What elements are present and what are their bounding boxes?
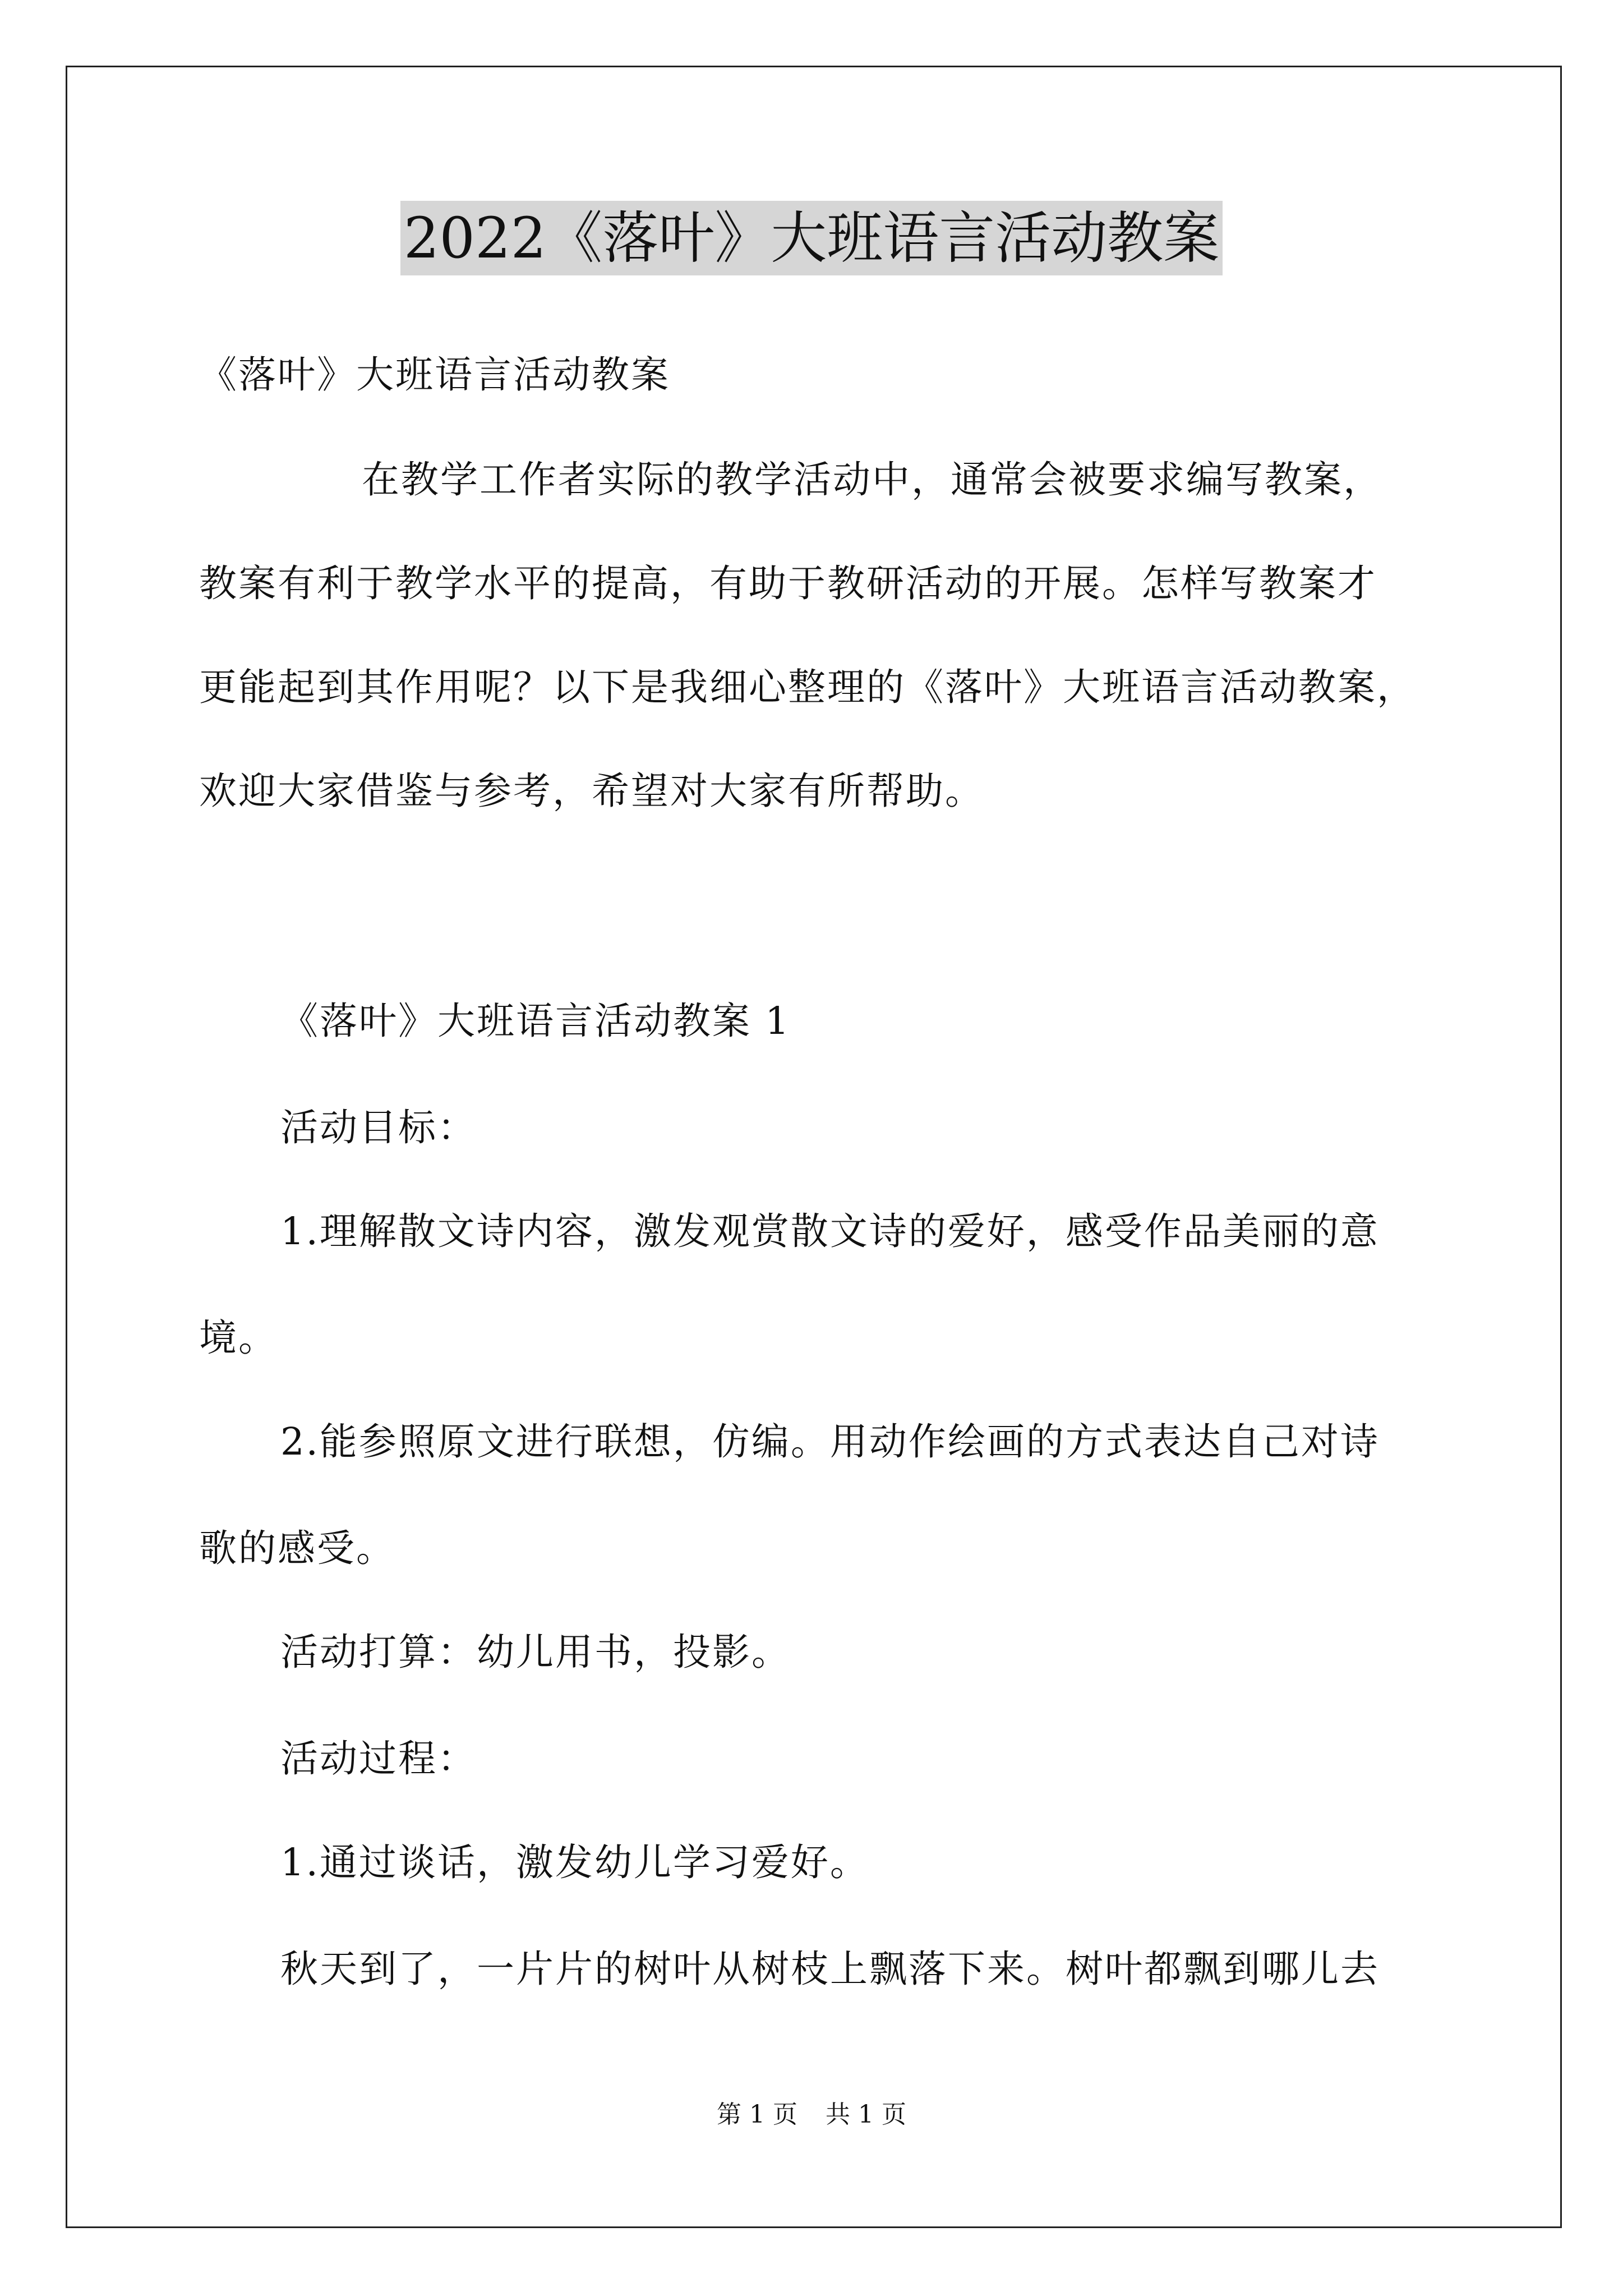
doc-subtitle: 《落叶》大班语言活动教案 [199, 353, 670, 397]
process-heading: 活动过程： [280, 1737, 477, 1780]
document-title [0, 199, 1623, 278]
goals-heading: 活动目标： [280, 1106, 477, 1149]
page-number: 第 1 页 [717, 2100, 797, 2129]
goal-1-line-1: 1.理解散文诗内容，激发观赏散文诗的爱好，感受作品美丽的意 [280, 1209, 1380, 1253]
title-text: 2022《落叶》大班语言活动教案 [400, 201, 1223, 275]
goal-2-line-1: 2.能参照原文进行联想，仿编。用动作绘画的方式表达自己对诗 [280, 1420, 1380, 1464]
page-footer [0, 2098, 1623, 2132]
intro-line-3: 更能起到其作用呢？以下是我细心整理的《落叶》大班语言活动教案， [199, 665, 1416, 709]
process-text-line: 秋天到了，一片片的树叶从树枝上飘落下来。树叶都飘到哪儿去 [280, 1947, 1380, 1991]
intro-line-4: 欢迎大家借鉴与参考，希望对大家有所帮助。 [199, 769, 984, 813]
goal-1-line-2: 境。 [199, 1316, 278, 1360]
intro-line-2: 教案有利于教学水平的提高，有助于教研活动的开展。怎样写教案才 [199, 562, 1377, 605]
intro-line-1: 在教学工作者实际的教学活动中，通常会被要求编写教案， [362, 458, 1382, 501]
section-heading: 《落叶》大班语言活动教案 1 [280, 999, 791, 1043]
goal-2-line-2: 歌的感受。 [199, 1526, 395, 1570]
process-step-1: 1.通过谈话，激发幼儿学习爱好。 [280, 1841, 869, 1884]
preparation-line: 活动打算：幼儿用书，投影。 [280, 1630, 791, 1674]
page-total: 共 1 页 [826, 2100, 906, 2129]
